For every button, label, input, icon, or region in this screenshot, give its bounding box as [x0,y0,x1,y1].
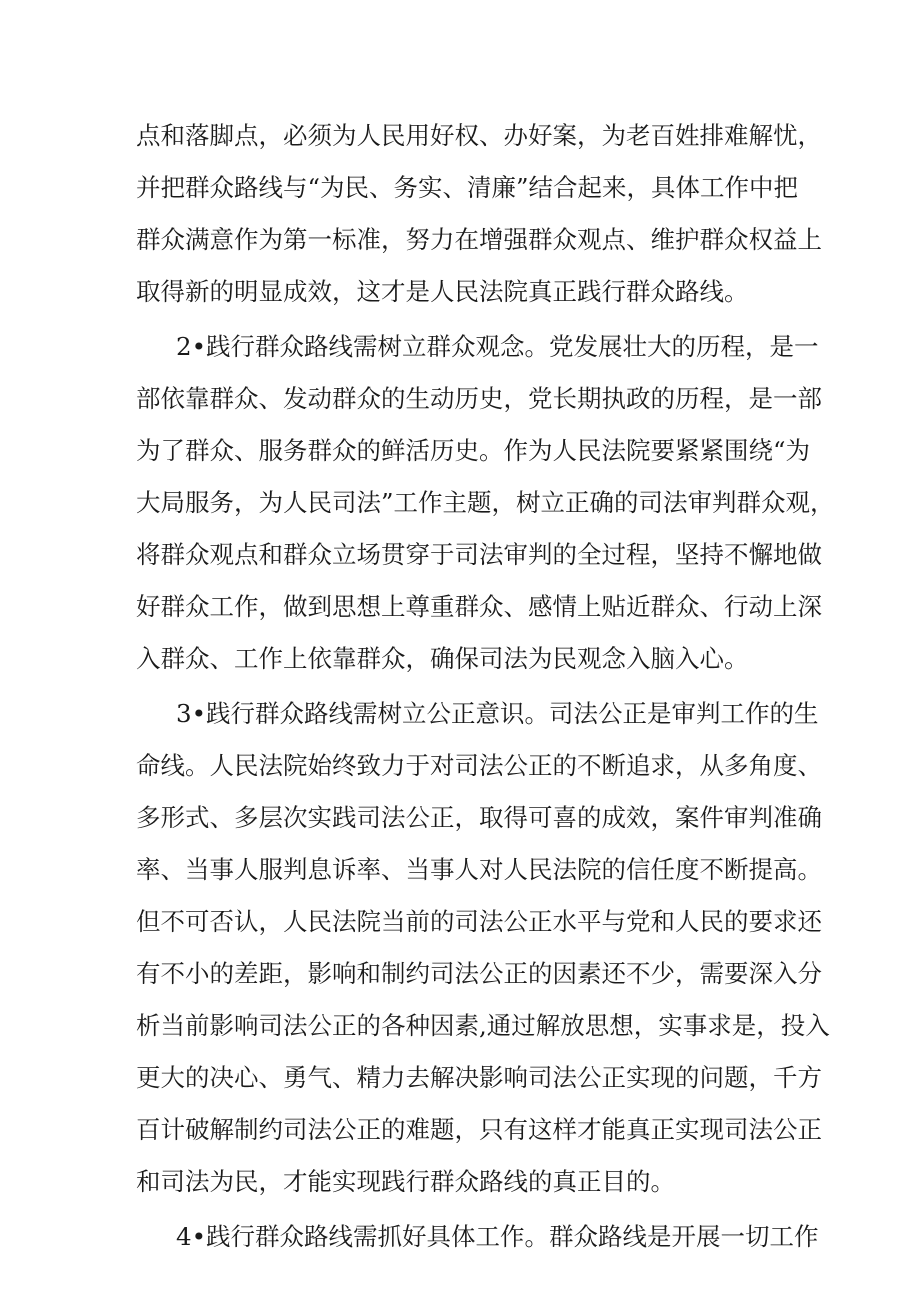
paragraph-2 [136,321,835,685]
text-line: 大局服务，为人民司法”工作主题，树立正确的司法审判群众观， [136,488,835,517]
text-line: 群众满意作为第一标准，努力在增强群众观点、维护群众权益上 [136,225,822,254]
document-body [136,110,835,1263]
text-line: 将群众观点和群众立场贯穿于司法审判的全过程，坚持不懈地做 [136,540,822,569]
text-line: 命线。人民法院始终致力于对司法公正的不断追求，从多角度、 [136,751,822,780]
text-line: 为了群众、服务群众的鲜活历史。作为人民法院要紧紧围绕“为 [136,436,811,465]
text-line: 但不可否认，人民法院当前的司法公正水平与党和人民的要求还 [136,907,822,936]
text-line: 好群众工作，做到思想上尊重群众、感情上贴近群众、行动上深 [136,592,822,621]
text-line: 入群众、工作上依靠群众，确保司法为民观念入脑入心。 [136,644,749,673]
text-line: 4•践行群众路线需抓好具体工作。群众路线是开展一切工作 [176,1222,819,1251]
text-line: 点和落脚点，必须为人民用好权、办好案，为老百姓排难解忧， [136,121,822,150]
text-line: 并把群众路线与“为民、务实、清廉”结合起来，具体工作中把 [136,173,799,202]
paragraph-4 [136,1211,819,1263]
text-line: 和司法为民，才能实现践行群众路线的真正目的。 [136,1167,675,1196]
paragraph-3 [136,688,830,1208]
text-line: 率、当事人服判息诉率、当事人对人民法院的信任度不断提高。 [136,855,822,884]
text-line: 析当前影响司法公正的各种因素,通过解放思想，实事求是，投入 [136,1011,830,1040]
text-line: 多形式、多层次实践司法公正，取得可喜的成效，案件审判准确 [136,803,822,832]
text-line: 取得新的明显成效，这才是人民法院真正践行群众路线。 [136,277,749,306]
text-line: 百计破解制约司法公正的难题，只有这样才能真正实现司法公正 [136,1115,822,1144]
text-line: 2•践行群众路线需树立群众观念。党发展壮大的历程，是一 [176,332,819,361]
text-line: 更大的决心、勇气、精力去解决影响司法公正实现的问题，千方 [136,1063,822,1092]
text-line: 3•践行群众路线需树立公正意识。司法公正是审判工作的生 [176,699,819,728]
text-line: 有不小的差距，影响和制约司法公正的因素还不少，需要深入分 [136,959,822,988]
paragraph-1 [136,110,822,318]
text-line: 部依靠群众、发动群众的生动历史，党长期执政的历程，是一部 [136,384,822,413]
